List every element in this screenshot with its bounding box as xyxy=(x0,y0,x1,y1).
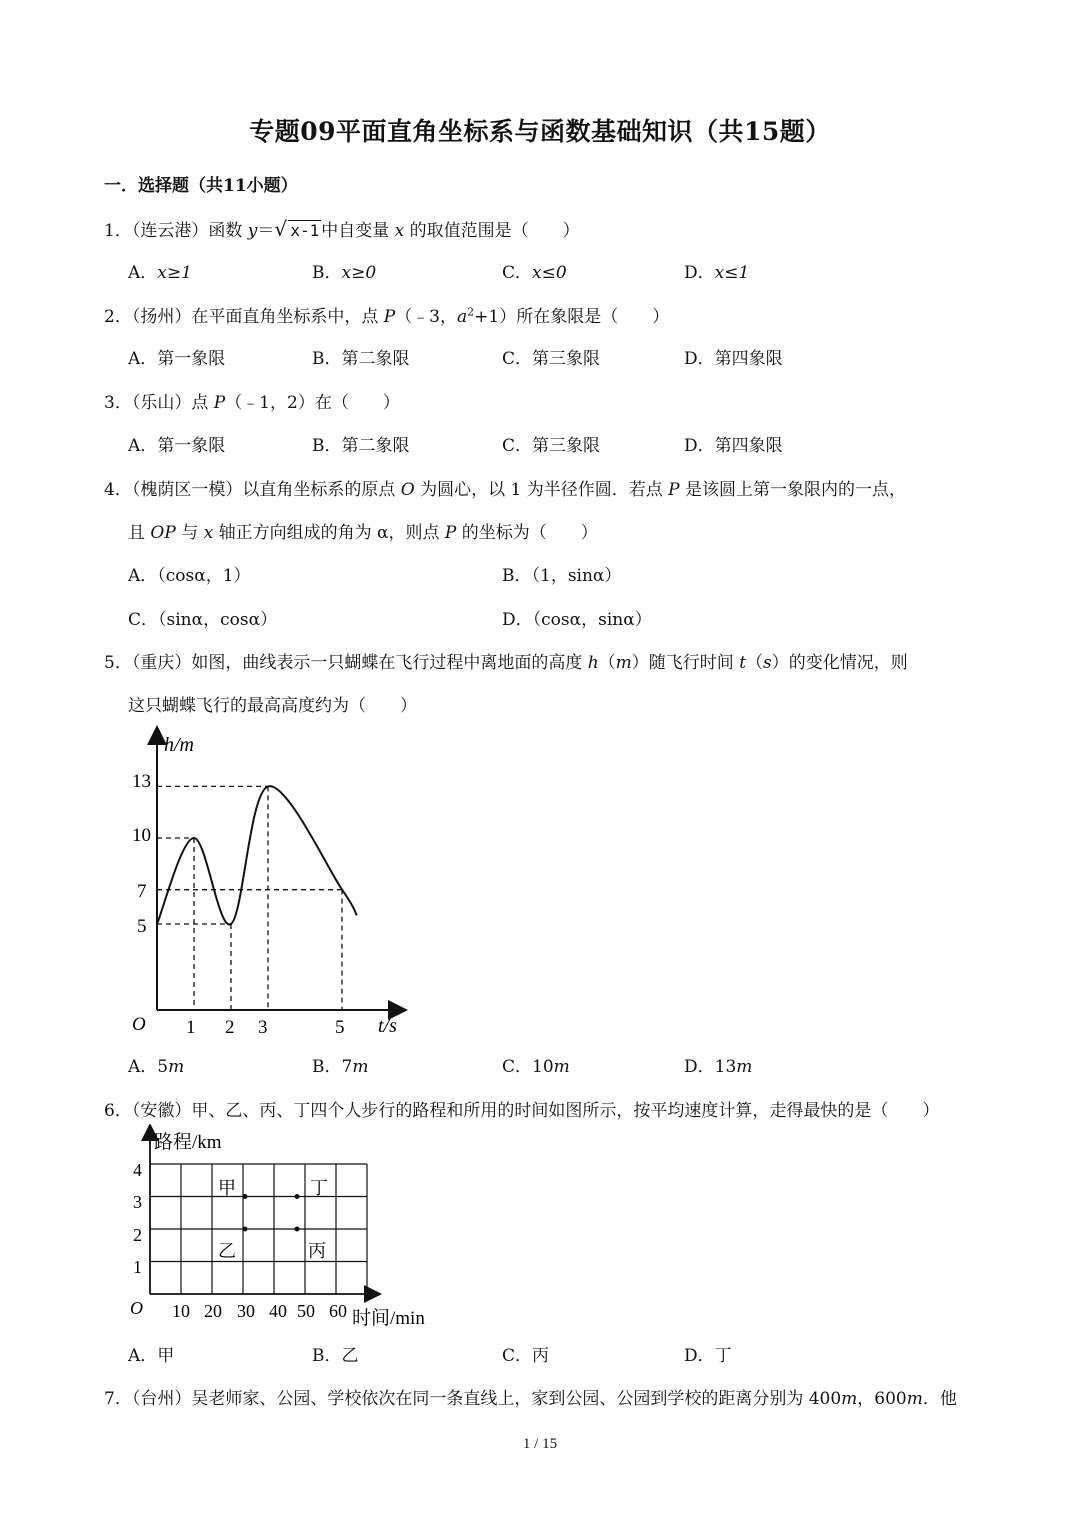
origin-label: O xyxy=(132,1014,146,1035)
height-curve xyxy=(157,786,357,924)
data-point xyxy=(295,1194,300,1199)
point-label: 丙 xyxy=(308,1241,326,1261)
sqrt-expression: √ x-1 xyxy=(274,217,320,241)
q4-option-c[interactable]: C．（sinα，cosα） xyxy=(128,610,278,630)
x-axis-label: t/s xyxy=(378,1015,397,1037)
q2-option-a[interactable]: A．第一象限 xyxy=(128,349,226,369)
height-time-chart xyxy=(120,725,420,1045)
x-tick-label: 3 xyxy=(258,1017,268,1038)
question-1: 1．（连云港）函数 y＝ √ x-1 中自变量 x 的取值范围是（ ） xyxy=(104,217,580,241)
q2-option-b[interactable]: B．第二象限 xyxy=(312,349,410,369)
q4-option-b[interactable]: B．（1，sinα） xyxy=(502,566,622,586)
question-5-line-1: 5．（重庆）如图，曲线表示一只蝴蝶在飞行过程中离地面的高度 h（m）随飞行时间 t（s）的变化情况，则 xyxy=(104,653,908,673)
question-7: 7．（台州）吴老师家、公园、学校依次在同一条直线上，家到公园、公园到学校的距离分别为 400m，600m．他 xyxy=(104,1389,957,1409)
y-tick-label: 13 xyxy=(132,771,151,792)
x-tick-label: 2 xyxy=(225,1017,235,1038)
x-axis-label: 时间/min xyxy=(352,1308,425,1329)
q6-option-a[interactable]: A．甲 xyxy=(128,1346,175,1366)
x-tick-label: 20 xyxy=(204,1301,222,1321)
question-5-line-2: 这只蝴蝶飞行的最高高度约为（ ） xyxy=(128,696,417,716)
q3-option-c[interactable]: C．第三象限 xyxy=(502,436,601,456)
q5-option-c[interactable]: C．10m xyxy=(502,1057,570,1077)
question-4-line-1: 4．（槐荫区一模）以直角坐标系的原点 O 为圆心，以 1 为半径作圆．若点 P 是该圆上第一象限内的一点， xyxy=(104,480,906,500)
y-tick-label: 1 xyxy=(133,1257,142,1277)
y-tick-label: 10 xyxy=(132,825,151,846)
q3-option-d[interactable]: D．第四象限 xyxy=(684,436,783,456)
question-6: 6．（安徽）甲、乙、丙、丁四个人步行的路程和所用的时间如图所示，按平均速度计算，走得最快的是（ ） xyxy=(104,1101,940,1121)
question-4-line-2: 且 OP 与 x 轴正方向组成的角为 α，则点 P 的坐标为（ ） xyxy=(128,523,598,543)
q3-option-a[interactable]: A．第一象限 xyxy=(128,436,226,456)
q4-option-d[interactable]: D．（cosα，sinα） xyxy=(502,610,652,630)
x-tick-label: 30 xyxy=(237,1301,255,1321)
q5-option-b[interactable]: B．7m xyxy=(312,1057,369,1077)
data-points xyxy=(243,1194,300,1232)
q1-option-a[interactable]: A．x≥1 xyxy=(128,263,192,283)
q4-option-a[interactable]: A．（cosα，1） xyxy=(128,566,251,586)
guide-lines xyxy=(157,786,342,1010)
question-2: 2．（扬州）在平面直角坐标系中，点 P（﹣3，$a^2+1$）所在象限是（ ） xyxy=(104,305,670,327)
x-tick-label: 5 xyxy=(335,1017,345,1038)
point-label: 乙 xyxy=(218,1241,236,1261)
q1-option-b[interactable]: B．x≥0 xyxy=(312,263,377,283)
page-number: 1 / 15 xyxy=(522,1436,558,1452)
q2-option-c[interactable]: C．第三象限 xyxy=(502,349,601,369)
grid-lines xyxy=(150,1164,367,1294)
x-tick-label: 1 xyxy=(186,1017,196,1038)
origin-label: O xyxy=(130,1298,143,1318)
data-point xyxy=(243,1194,248,1199)
y-tick-label: 5 xyxy=(137,916,147,937)
data-point xyxy=(295,1227,300,1232)
q5-option-d[interactable]: D．13m xyxy=(684,1057,753,1077)
q3-option-b[interactable]: B．第二象限 xyxy=(312,436,410,456)
q6-option-d[interactable]: D．丁 xyxy=(684,1346,732,1366)
x-tick-label: 50 xyxy=(297,1301,315,1321)
q1-option-d[interactable]: D．x≤1 xyxy=(684,263,750,283)
q6-option-b[interactable]: B．乙 xyxy=(312,1346,359,1366)
q5-option-a[interactable]: A．5m xyxy=(128,1057,185,1077)
data-point xyxy=(243,1227,248,1232)
q6-option-c[interactable]: C．丙 xyxy=(502,1346,550,1366)
y-axis-label: 路程/km xyxy=(154,1132,222,1153)
q2-option-d[interactable]: D．第四象限 xyxy=(684,349,783,369)
y-tick-label: 4 xyxy=(133,1160,142,1180)
y-axis-label: h/m xyxy=(164,734,194,756)
page-title: 专题09平面直角坐标系与函数基础知识（共15题） xyxy=(249,117,831,146)
x-tick-label: 40 xyxy=(269,1301,287,1321)
y-tick-label: 7 xyxy=(137,881,147,902)
q1-option-c[interactable]: C．x≤0 xyxy=(502,263,567,283)
point-label: 甲 xyxy=(218,1178,236,1198)
y-tick-label: 3 xyxy=(133,1192,142,1212)
section-heading: 一．选择题（共11小题） xyxy=(104,176,298,196)
distance-time-chart xyxy=(120,1124,460,1334)
y-tick-label: 2 xyxy=(133,1225,142,1245)
question-3: 3．（乐山）点 P（﹣1，2）在（ ） xyxy=(104,393,400,413)
x-tick-label: 60 xyxy=(329,1301,347,1321)
x-tick-label: 10 xyxy=(172,1301,190,1321)
point-label: 丁 xyxy=(310,1178,328,1198)
